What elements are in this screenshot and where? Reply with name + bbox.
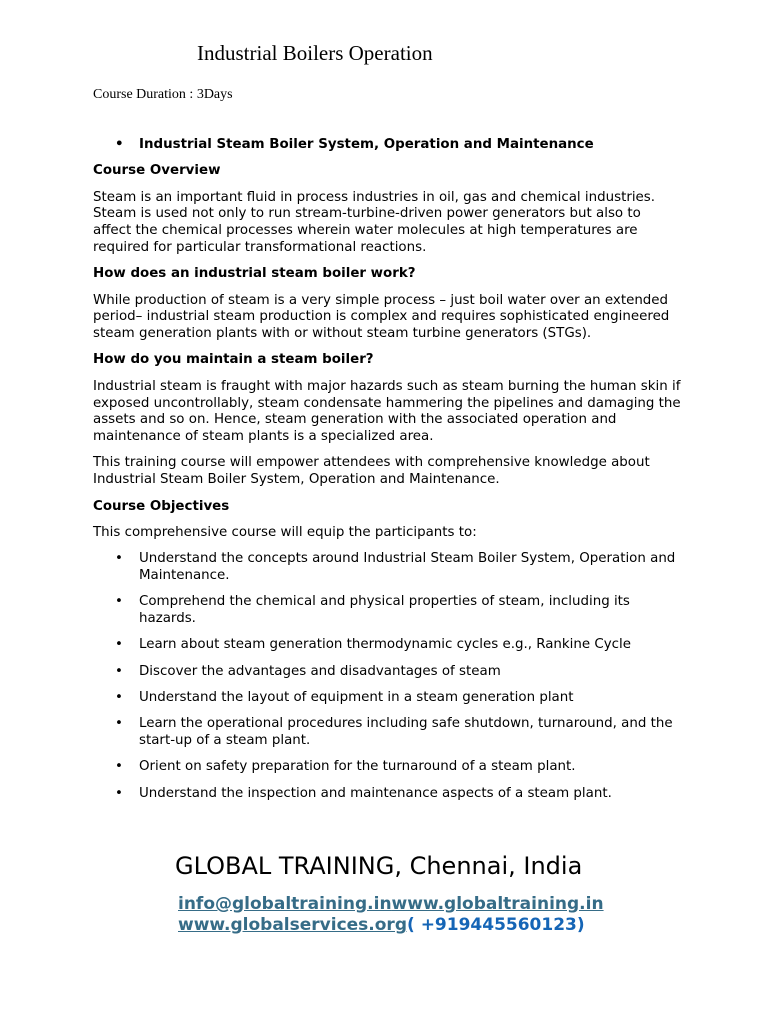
bullet-icon: • [115, 663, 123, 679]
how-it-works-paragraph: While production of steam is a very simple process – just boil water over an extended period– industrial steam production is complex and requires sophisticated engineered steam generation plants with or without steam turbine generators (STGs). [93, 292, 670, 342]
bullet-icon: • [115, 551, 123, 567]
website-link[interactable]: www.globaltraining.in [391, 894, 604, 914]
list-item [93, 594, 683, 628]
contact-line-2 [178, 915, 604, 936]
list-item [93, 637, 683, 654]
bullet-icon: • [115, 785, 123, 801]
bullet-icon: • [115, 594, 123, 610]
objective-text: Understand the inspection and maintenance aspects of a steam plant. [139, 785, 612, 801]
objective-text: Discover the advantages and disadvantages of steam [139, 663, 501, 679]
list-item [93, 690, 683, 707]
maintenance-heading: How do you maintain a steam boiler? [93, 352, 374, 368]
objective-text: Comprehend the chemical and physical properties of steam, including its hazards. [139, 594, 630, 627]
headline-item [93, 137, 683, 154]
headline-text: Industrial Steam Boiler System, Operation and Maintenance [139, 137, 594, 152]
bullet-icon: • [115, 716, 123, 732]
contact-block [178, 894, 604, 936]
bullet-icon: • [115, 137, 124, 152]
objective-text: Orient on safety preparation for the turnaround of a steam plant. [139, 759, 576, 775]
headline-list [93, 137, 683, 154]
overview-paragraph: Steam is an important fluid in process industries in oil, gas and chemical industries. Steam is used not only to run stream-turbine-driven power generators but also to affect the chemical processes wherein water molecules at high temperatures are required for particular transformational reactions. [93, 189, 656, 255]
email-link[interactable]: info@globaltraining.in [178, 894, 392, 914]
objective-text: Understand the concepts around Industrial Steam Boiler System, Operation and Maintenance. [139, 551, 676, 583]
organization-name: GLOBAL TRAINING, Chennai, India [175, 852, 583, 880]
how-it-works-heading: How does an industrial steam boiler work? [93, 266, 416, 282]
course-duration: Course Duration : 3Days [93, 87, 233, 102]
phone-number: ( +919445560123) [407, 915, 585, 935]
objectives-intro: This comprehensive course will equip the participants to: [93, 524, 477, 540]
training-paragraph: This training course will empower attendees with comprehensive knowledge about Industrial Steam Boiler System, Operation and Maintenance. [93, 455, 650, 488]
contact-line-1 [178, 894, 604, 915]
overview-heading: Course Overview [93, 163, 221, 179]
document-title: Industrial Boilers Operation [197, 41, 433, 65]
objectives-heading: Course Objectives [93, 498, 230, 514]
bullet-icon: • [115, 759, 123, 775]
bullet-icon: • [115, 637, 123, 653]
services-website-link[interactable]: www.globalservices.org [178, 915, 407, 935]
objective-text: Learn the operational procedures including safe shutdown, turnaround, and the start-up of a steam plant. [139, 716, 673, 749]
list-item [93, 716, 683, 750]
objectives-list [93, 551, 683, 802]
document-body [93, 137, 683, 812]
maintenance-paragraph: Industrial steam is fraught with major hazards such as steam burning the human skin if exposed uncontrollably, steam condensate hammering the pipelines and damaging the assets and so on. Hence, steam generation with the associated operation and maintenance of steam plants is a specialized area. [93, 378, 681, 445]
list-item [93, 786, 683, 803]
list-item [93, 664, 683, 681]
objective-text: Learn about steam generation thermodynamic cycles e.g., Rankine Cycle [139, 637, 631, 653]
list-item [93, 551, 683, 585]
list-item [93, 759, 683, 776]
bullet-icon: • [115, 689, 123, 705]
objective-text: Understand the layout of equipment in a steam generation plant [139, 689, 574, 705]
